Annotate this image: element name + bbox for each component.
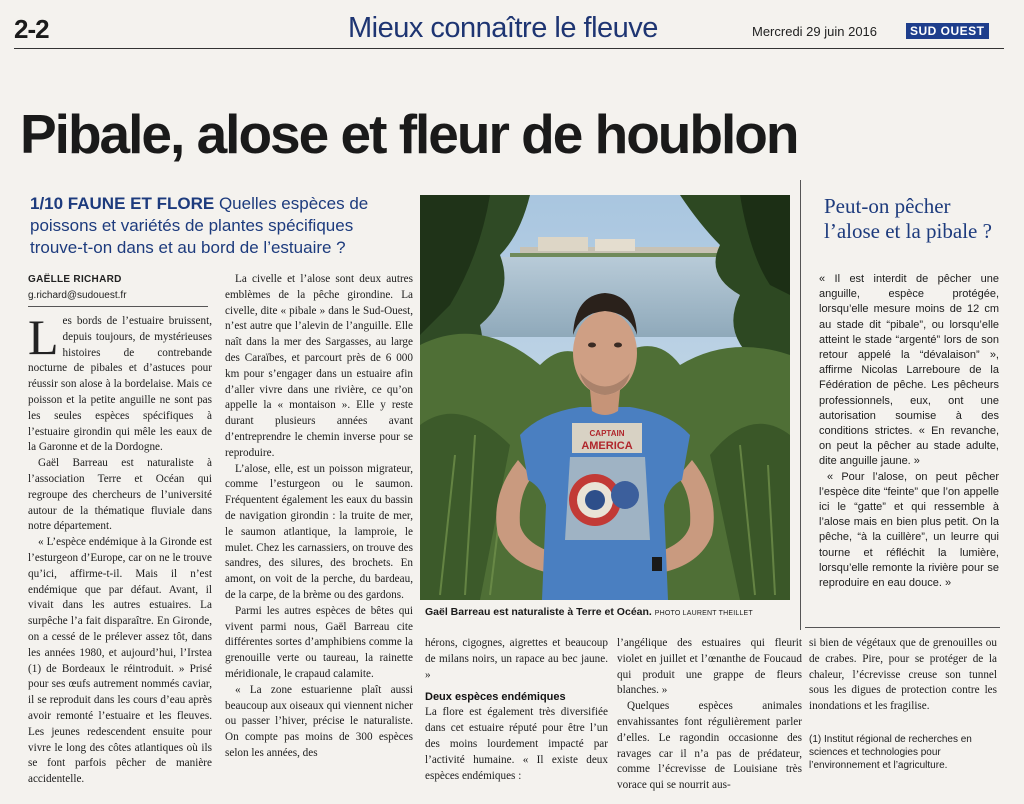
headline: Pibale, alose et fleur de houblon [20,103,798,165]
paragraph: Gaël Barreau est naturaliste à l’association Terre et Océan qui regroupe des chercheurs de l’université autour de la thématique fluviale dans notre département. [28,457,212,533]
caption-text: Gaël Barreau est naturaliste à Terre et Océan. [425,606,652,618]
drop-cap: L [28,309,59,365]
paragraph: hérons, cigognes, aigrettes et beaucoup de milans noirs, un rapace au bec jaune. » [425,637,608,681]
article-column-3 [425,636,608,784]
sidebar-title: Peut-on pêcher l’alose et la pibale ? [824,194,992,243]
issue-date: Mercredi 29 juin 2016 [752,24,878,39]
shirt-text-line2: AMERICA [581,440,633,452]
byline-divider [28,306,208,307]
lead-paragraph [30,193,410,259]
article-column-4 [617,636,802,794]
byline-author: GAËLLE RICHARD [28,274,122,285]
article-column-2 [225,272,413,762]
newspaper-logo: SUD OUEST [906,23,989,39]
portrait-photo [420,195,790,600]
paragraph: Parmi les autres espèces de bêtes qui vivent parmi nous, Gaël Barreau cite différentes sortes d’amphibiens comme la grenouille verte ou taureau, la rainette méridionale, le crapaud calamite. [225,604,413,680]
sidebar-text [819,272,999,591]
section-title: Mieux connaître le fleuve [348,12,658,44]
article-column-5 [809,636,997,772]
photo-illustration [420,195,790,600]
paragraph: l’angélique des estuaires qui fleurit violet en juillet et l’œnanthe de Foucaud qui produit une grappe de fleurs blanches. » [617,637,802,697]
lead-kicker: 1/10 FAUNE ET FLORE [30,194,215,213]
footnote: (1) Institut régional de recherches en sciences et technologies pour l’environnement et l’agriculture. [809,733,972,771]
paragraph: La flore est également très diversifiée dans cet estuaire réputé pour être l’un des moins lourdement impacté par l’activité humaine. « Il existe deux espèces endémiques : [425,706,608,782]
sidebar-bottom-divider [805,627,1000,628]
paragraph: « La zone estuarienne plaît aussi beaucoup aux oiseaux qui viennent nicher ou passer l’hiver, précise le naturaliste. On compte pas moins de 300 espèces selon les années, des [225,683,413,759]
subheading: Deux espèces endémiques [425,691,566,704]
paragraph: L’alose, elle, est un poisson migrateur, comme l’esturgeon ou le saumon. Fréquentent également les eaux du bassin de navigation girondin : la truite de mer, le saumon atlantique, la lamproie, le mulet. Chez les carnassiers, on trouve des sandres, des silures, des brochets. En amont, on voit de la perche, du bardeau, de la carpe, de la brème ou des gardons. [225,462,413,601]
paragraph: « L’espèce endémique à la Gironde est l’esturgeon d’Europe, car on ne le trouve qu’ici, affirme-t-il. Mais il n’est endémique que par défaut. Avant, il vivait dans les autres estuaires. La surpêche l’a fait disparaître. En Gironde, on a cessé de le prélever assez tôt, dans les années 1980, et aujourd’hui, l’Irstea (1) de Bordeaux le réintroduit. » Prisé pour ses œufs autrement nommés caviar, il se reproduit dans les cours d’eau après avoir remonté l’estuaire et les fleuves. Les jeunes redescendent ensuite pour vivre le long des côtes atlantiques où ils se font parfois pêcher de manière accidentelle. [28,536,212,786]
page-number: 2-2 [14,14,49,44]
paragraph: La civelle et l’alose sont deux autres emblèmes de la pêche girondine. La civelle, dite « pibale » dans le Sud-Ouest, n’est autre que l’alevin de l’anguille. Elle naît dans la mer des Sargasses, au large des Caraïbes, et parcourt près de 6 000 km pour s’engager dans un estuaire afin d’aller vivre dans une rivière, ce qu’on appelle la « montaison ». Elle y reste durant plusieurs années avant d’entreprendre le chemin inverse pour se reproduire. [225,273,413,459]
sidebar-divider [800,180,801,630]
paragraph: si bien de végétaux que de grenouilles ou de crabes. Pire, pour se protéger de la chaleur, l’écrevisse creuse son tunnel sous les digues de protection contre les inondations et les fragilise. [809,637,997,713]
paragraph: Quelques espèces animales envahissantes font régulièrement parler d’elles. Le ragondin occasionne des ravages car il n’a pas de prédateur, comme l’écrevisse de Louisiane très vorace qui se nourrit aus- [617,700,802,792]
header-divider [14,48,1004,49]
shirt-text-line1: CAPTAIN [589,429,625,438]
lead-text: Quelles espèces de poissons et variétés de plantes spécifiques trouve-t-on dans et au bord de l’estuaire ? [30,194,369,257]
byline-email: g.richard@sudouest.fr [28,290,127,301]
article-column-1 [28,309,212,788]
paragraph: « Pour l’alose, on peut pêcher l’espèce dite “feinte” que l’on appelle ici le “gatte” et qui ressemble à l’alose mais en bien plus petit. On la pêche, “à la cuillère”, un leurre qui tourne et réfléchit la lumière, lorsqu’elle remonte la rivière pour se reproduire en eau douce. » [819,470,999,590]
paragraph: Les bords de l’estuaire bruissent, depuis toujours, de mystérieuses histoires de contrebande nocturne de pibales et d’astuces pour réussir son alose à la bordelaise. Mais ce poisson et la petite anguille ne sont pas les seules espèces spécifiques à l’estuaire girondin qui mêle les eaux de la Garonne et de la Dordogne. [28,309,212,454]
photo-credit: PHOTO LAURENT THEILLET [654,610,753,617]
paragraph: « Il est interdit de pêcher une anguille, espèce protégée, lorsqu’elle mesure moins de 12 cm au stade dit “pibale”, ou lorsqu’elle atteint le stade “argenté” lors de son retour appelé la “dévalaison” », affirme Nicolas Larreboure de la Fédération de pêche. Les pêcheurs professionnels, eux, ont une autorisation soumise à des conditions strictes. « En revanche, on peut la pêcher au stade adulte, dite anguille jaune. » [819,273,999,468]
photo-caption [425,606,795,618]
